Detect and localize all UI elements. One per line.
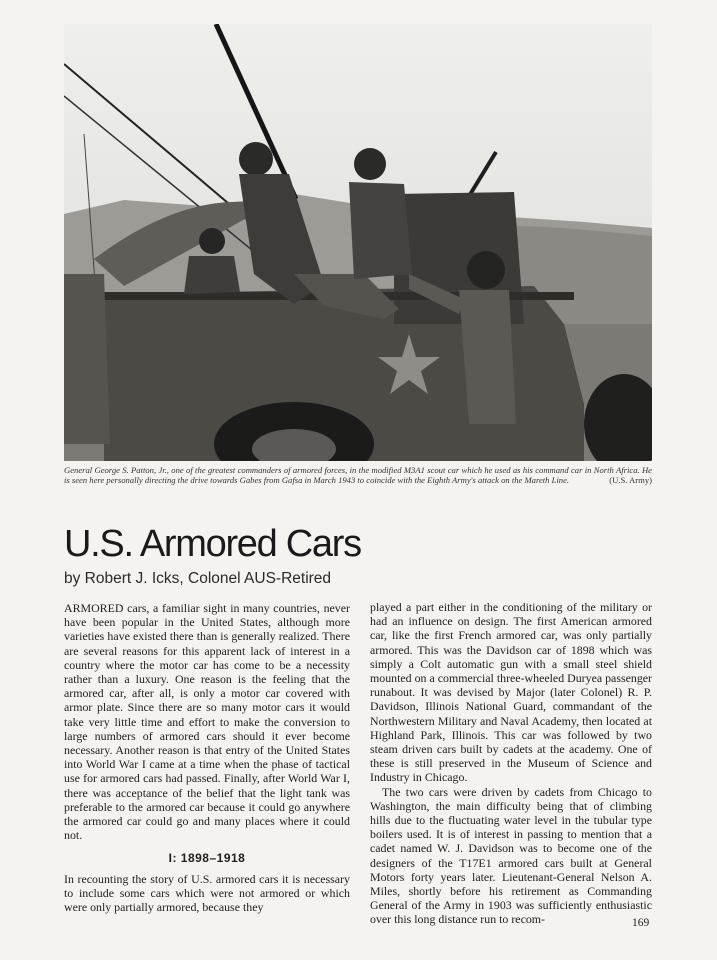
section-heading: I: 1898–1918: [168, 851, 246, 865]
photo-caption: [64, 465, 652, 486]
right-column: [370, 600, 652, 927]
caption-text: General George S. Patton, Jr., one of the greatest commanders of armored forces, in the modified M3A1 scout car which he used as his command car in North Africa. He is seen here personally directing the drive towards Gabes from Gafsa in March 1943 to coincide with the Eighth Army's attack on the Mareth Line.: [64, 465, 652, 486]
left-column: [64, 601, 350, 842]
left-paragraph-1: ARMORED cars, a familiar sight in many countries, never have been popular in the United States, although more varieties have existed there than is generally realized. There are several reasons for this apparent lack of interest in a country where the motor car has come to be a necessity rather than a luxury. One reason is the feeling that the armored car, after all, is only a motor car covered with armor plate. Since there are so many motor cars it would take very little time and effort to make the conversion to large numbers of armored cars should it ever become necessary. Another reason is that entry of the United States into World War I came at a time when the phase of tactical use for armored cars had passed. Finally, after World War I, there was acceptance of the belief that the light tank was preferable to the armored car because it could go anywhere the armored car could go and many places where it could not.: [64, 601, 350, 843]
page-number: 169: [632, 917, 650, 929]
article-title: U.S. Armored Cars: [64, 523, 361, 565]
left-paragraph-2: In recounting the story of U.S. armored cars it is necessary to include some cars which were not armored or which were only partially armored, because they: [64, 872, 350, 915]
article-byline: by Robert J. Icks, Colonel AUS-Retired: [64, 570, 332, 587]
scout-car-photo-icon: [64, 24, 652, 461]
right-paragraph-1: played a part either in the conditioning of the military or had an influence on design. The first American armored car, like the first French armored car, was only partially armored. This was the Davidson car of 1898 which was simply a Colt automatic gun with a small steel shield mounted on a commercial three-wheeled Duryea passenger runabout. It was devised by Major (later Colonel) R. P. Davidson, Illinois National Guard, commandant of the Northwestern Military and Naval Academy, then located at Highland Park, Illinois. This car was followed by two steam driven cars built by cadets at the academy. One of these is still preserved in the Museum of Science and Industry in Chicago.: [370, 600, 652, 785]
article-photo: [64, 24, 652, 461]
right-paragraph-2: The two cars were driven by cadets from Chicago to Washington, the main difficulty being that of climbing hills due to the fluctuating water level in the tubular type boilers used. It is of interest in passing to mention that a cadet named W. J. Davidson was to become one of the designers of the T17E1 armored cars built at General Motors forty years later. Lieutenant-General Nelson A. Miles, shortly before his retirement as Commanding General of the Army in 1903 was sufficiently enthusiastic over this long distance run to recom-: [370, 784, 652, 927]
left-column-continued: [64, 872, 350, 915]
photo-credit: (U.S. Army): [609, 475, 652, 486]
